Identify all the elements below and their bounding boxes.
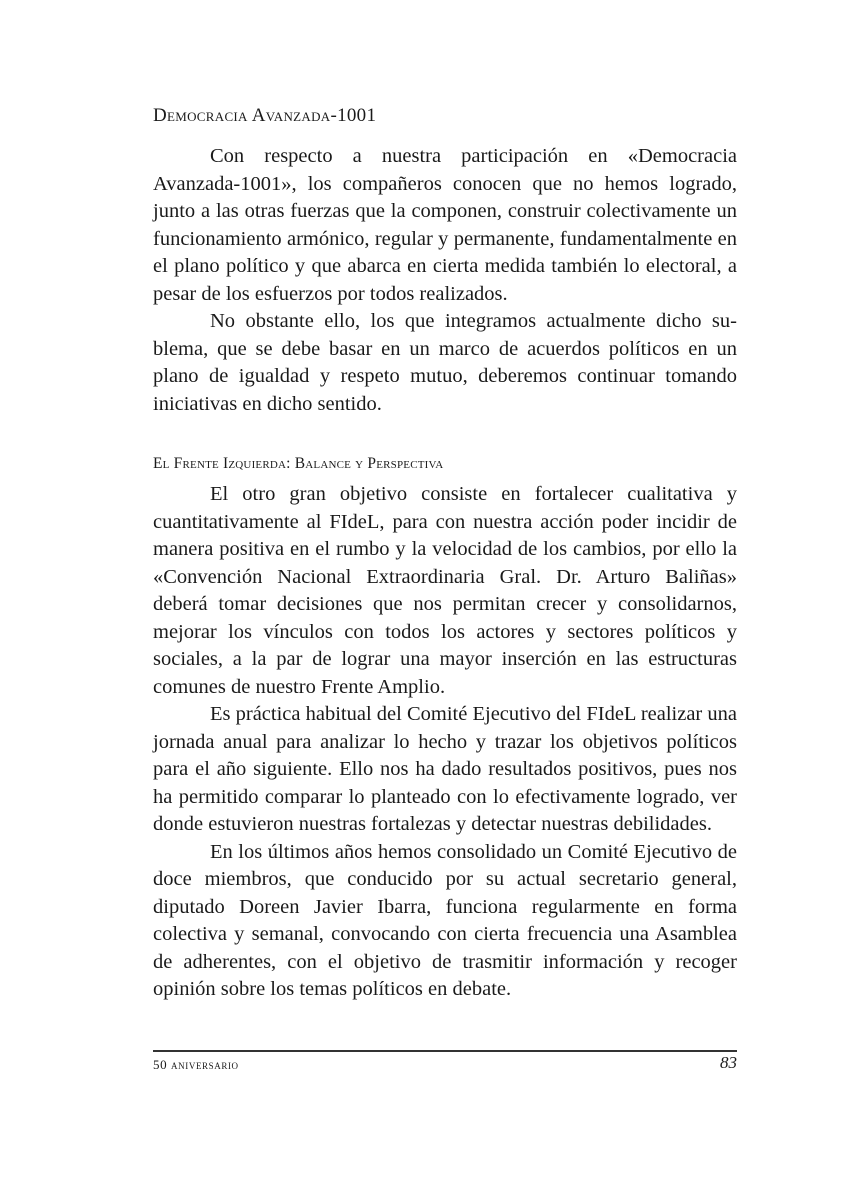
footer-running-title: 50 aniversario <box>153 1057 239 1072</box>
section-frente-izquierda-body <box>153 481 737 1004</box>
paragraph: Con respecto a nuestra participación en «Democracia Avanzada-1001», los compañeros conocen que no hemos logrado, junto a las otras fuerzas que la componen, construir colectivamente un funcionamiento armónico, regular y permanente, fundamentalmente en el plano político y que abarca en cierta medida también lo electoral, a pesar de los esfuerzos por todos realizados. <box>153 145 737 305</box>
page-number: 83 <box>720 1053 737 1072</box>
section-democracia-body <box>153 143 737 418</box>
paragraph: En los últimos años hemos consolidado un Comité Ejecutivo de doce miembros, que conducido por su actual secretario general, diputado Doreen Javier Ibarra, funciona regularmente en forma colectiva y semanal, convocando con cierta frecuencia una Asamblea de adherentes, con el objetivo de trasmitir información y recoger opinión sobre los temas políticos en debate. <box>153 840 737 1000</box>
footer-divider <box>153 1050 737 1052</box>
section-heading-democracia: Democracia Avanzada-1001 <box>153 105 377 126</box>
section-heading-frente-izquierda: El Frente Izquierda: Balance y Perspectiva <box>153 455 444 472</box>
paragraph: El otro gran objetivo consiste en fortalecer cualitativa y cuantitativamente al FIdeL, para con nuestra acción poder incidir de manera positiva en el rumbo y la velocidad de los cambios, por ello la «Convención Nacional Extraordinaria Gral. Dr. Arturo Baliñas» deberá tomar decisiones que nos permitan crecer y consolidarnos, mejorar los vínculos con todos los actores y sectores políticos y sociales, a la par de lograr una mayor inserción en las estructuras comunes de nuestro Frente Amplio. <box>153 483 737 698</box>
paragraph: No obstante ello, los que integramos actualmente dicho sublema, que se debe basar en un marco de acuerdos políticos en un plano de igualdad y respeto mutuo, deberemos continuar tomando iniciativas en dicho sentido. <box>153 310 737 415</box>
paragraph: Es práctica habitual del Comité Ejecutivo del FIdeL realizar una jornada anual para analizar lo hecho y trazar los objetivos políticos para el año siguiente. Ello nos ha dado resultados positivos, pues nos ha permitido comparar lo planteado con lo efectivamente logrado, ver donde estuvieron nuestras fortalezas y detectar nuestras debilidades. <box>153 703 737 835</box>
